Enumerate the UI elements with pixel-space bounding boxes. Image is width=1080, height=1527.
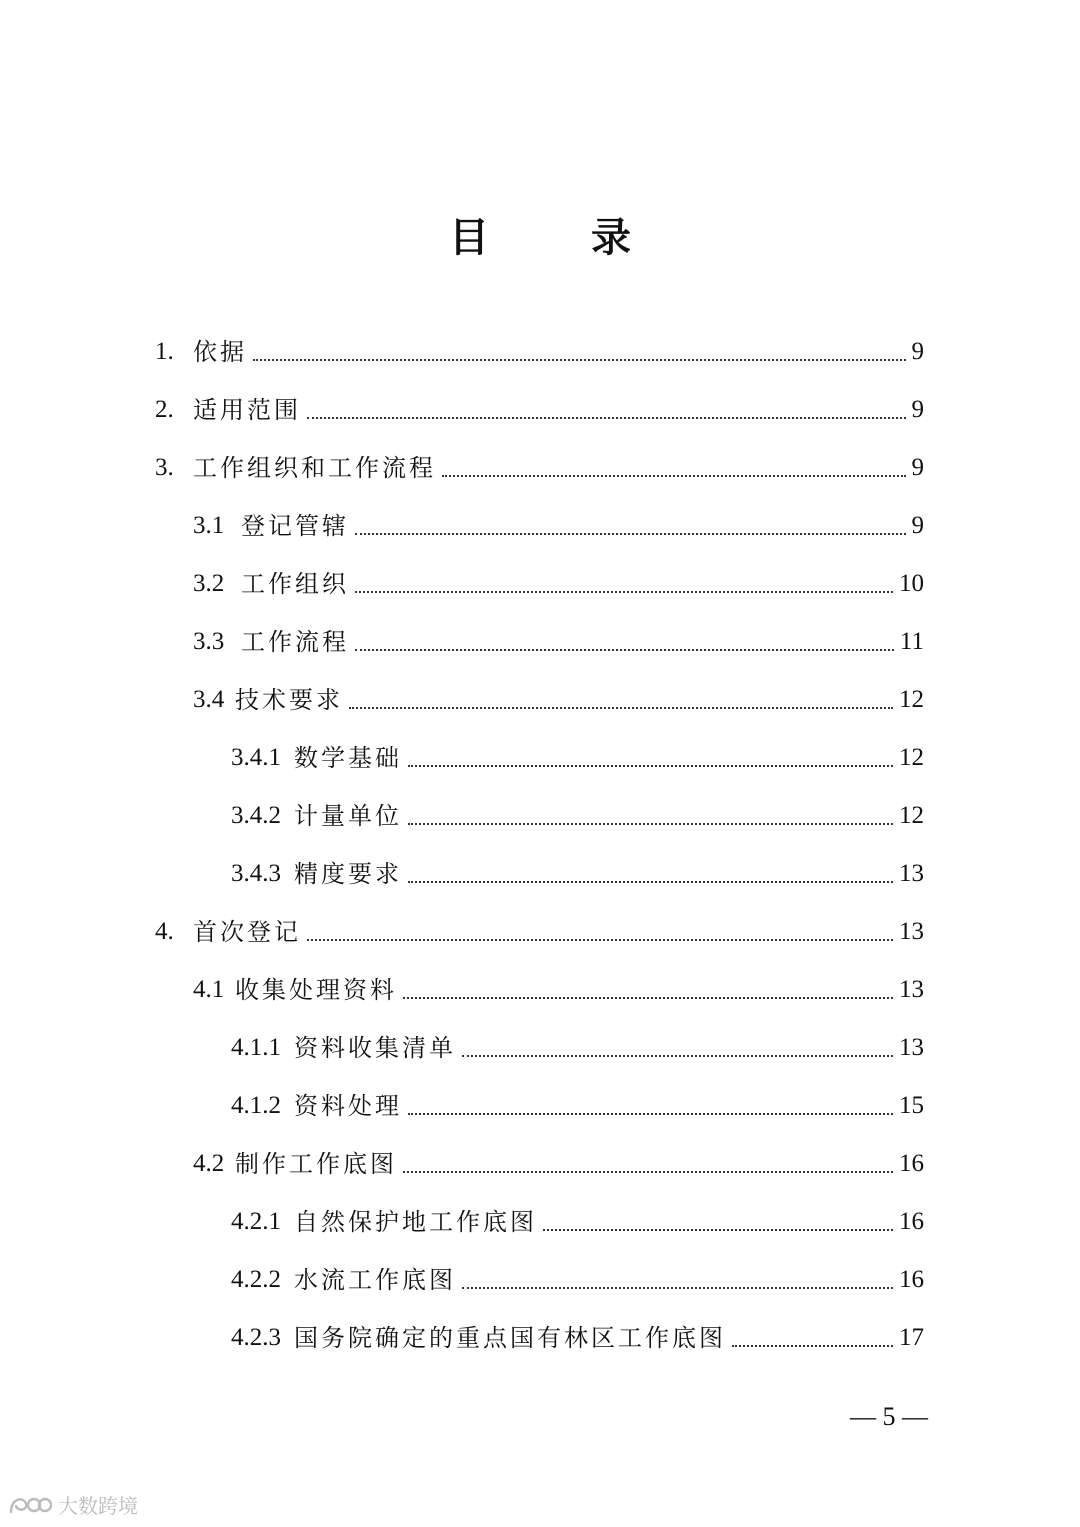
- toc-entry-page: 12: [899, 802, 924, 829]
- toc-entry-text: 计量单位: [294, 802, 402, 830]
- toc-entry[interactable]: [193, 965, 924, 1005]
- toc-entry[interactable]: [193, 1139, 924, 1179]
- toc-entry-number: 4.2.2: [231, 1266, 281, 1293]
- toc-entry-number: 3.2: [193, 570, 225, 597]
- toc-entry-page: 10: [899, 570, 924, 597]
- toc-entry-number: 4.1.1: [231, 1034, 281, 1061]
- toc-entry-text: 登记管辖: [241, 512, 349, 540]
- toc-entry-page: 9: [911, 396, 924, 423]
- toc-entry[interactable]: [231, 791, 924, 831]
- toc-entry-number: 3.4: [193, 686, 225, 713]
- toc-entry-text: 自然保护地工作底图: [294, 1208, 537, 1236]
- toc-leader-dots: [307, 939, 893, 941]
- toc-leader-dots: [462, 1287, 893, 1289]
- toc-leader-dots: [403, 997, 893, 999]
- toc-entry-number: 4.1.2: [231, 1092, 281, 1119]
- toc-entry-text: 资料处理: [294, 1092, 402, 1120]
- toc-entry-page: 11: [899, 628, 924, 655]
- watermark-text: 大数跨境: [58, 1494, 138, 1518]
- toc-entry[interactable]: [231, 849, 924, 889]
- toc-leader-dots: [355, 533, 906, 535]
- toc-entry-text: 精度要求: [294, 860, 402, 888]
- toc-entry-text: 工作流程: [241, 628, 349, 656]
- toc-entry-page: 13: [899, 918, 924, 945]
- toc-leader-dots: [408, 823, 893, 825]
- toc-entry-number: 4.2.1: [231, 1208, 281, 1235]
- toc-entry-text: 制作工作底图: [235, 1150, 397, 1178]
- toc-entry[interactable]: [231, 1023, 924, 1063]
- toc-entry-page: 13: [899, 860, 924, 887]
- toc-entry-text: 首次登记: [193, 918, 301, 946]
- toc-leader-dots: [307, 417, 906, 419]
- toc-leader-dots: [253, 359, 906, 361]
- toc-entry-number: 3.4.2: [231, 802, 281, 829]
- toc-entry-page: 13: [899, 976, 924, 1003]
- toc-entry[interactable]: [231, 1081, 924, 1121]
- toc-entry-page: 15: [899, 1092, 924, 1119]
- toc-entry[interactable]: [193, 617, 924, 657]
- toc-entry-number: 3.: [155, 454, 174, 481]
- toc-entry[interactable]: [231, 1197, 924, 1237]
- toc-entry[interactable]: [193, 501, 924, 541]
- toc-entry-number: 3.4.3: [231, 860, 281, 887]
- toc-leader-dots: [408, 1113, 893, 1115]
- toc-entry-text: 依据: [193, 338, 247, 366]
- toc-entry[interactable]: [231, 1313, 924, 1353]
- toc-entry-text: 收集处理资料: [235, 976, 397, 1004]
- toc-entry-text: 水流工作底图: [294, 1266, 456, 1294]
- toc-entry-number: 4.1: [193, 976, 225, 1003]
- toc-entry-page: 12: [899, 744, 924, 771]
- toc-entry-number: 4.2: [193, 1150, 225, 1177]
- toc-entry-text: 数学基础: [294, 744, 402, 772]
- toc-entry-number: 3.1: [193, 512, 225, 539]
- toc-entry-page: 16: [899, 1150, 924, 1177]
- toc-leader-dots: [403, 1171, 893, 1173]
- toc-entry-number: 4.2.3: [231, 1324, 281, 1351]
- toc-entry-page: 16: [899, 1208, 924, 1235]
- toc-leader-dots: [408, 765, 893, 767]
- page-number: — 5 —: [850, 1402, 928, 1431]
- toc-entry[interactable]: [193, 559, 924, 599]
- toc-entry[interactable]: [231, 1255, 924, 1295]
- watermark: [8, 1490, 138, 1519]
- toc-entry[interactable]: [155, 443, 924, 483]
- toc-leader-dots: [408, 881, 893, 883]
- toc-entry[interactable]: [155, 907, 924, 947]
- brand-logo-icon: [8, 1492, 52, 1518]
- toc-entry[interactable]: [155, 385, 924, 425]
- toc-leader-dots: [442, 475, 906, 477]
- toc-leader-dots: [355, 591, 893, 593]
- toc-entry-page: 9: [911, 454, 924, 481]
- toc-entry-number: 1.: [155, 338, 174, 365]
- toc-entry-text: 资料收集清单: [294, 1034, 456, 1062]
- toc-leader-dots: [349, 707, 893, 709]
- toc-entry-text: 技术要求: [235, 686, 343, 714]
- toc-entry-number: 4.: [155, 918, 174, 945]
- toc-leader-dots: [732, 1345, 893, 1347]
- toc-entry-text: 工作组织: [241, 570, 349, 598]
- toc-entry-page: 12: [899, 686, 924, 713]
- toc-entry-text: 适用范围: [193, 396, 301, 424]
- toc-entry[interactable]: [193, 675, 924, 715]
- toc-entry-text: 国务院确定的重点国有林区工作底图: [294, 1324, 726, 1352]
- toc-entry[interactable]: [155, 327, 924, 367]
- toc-entry-page: 9: [911, 338, 924, 365]
- toc-entry-page: 9: [911, 512, 924, 539]
- toc-entry-page: 16: [899, 1266, 924, 1293]
- toc-entry-number: 3.3: [193, 628, 225, 655]
- toc-leader-dots: [543, 1229, 893, 1231]
- toc-entry-page: 17: [899, 1324, 924, 1351]
- toc-entry-page: 13: [899, 1034, 924, 1061]
- toc-entry-number: 3.4.1: [231, 744, 281, 771]
- toc-leader-dots: [355, 649, 894, 651]
- toc-leader-dots: [462, 1055, 893, 1057]
- toc-entry-number: 2.: [155, 396, 174, 423]
- toc-title: 目 录: [449, 214, 675, 261]
- toc-entry-text: 工作组织和工作流程: [193, 454, 436, 482]
- toc-entry[interactable]: [231, 733, 924, 773]
